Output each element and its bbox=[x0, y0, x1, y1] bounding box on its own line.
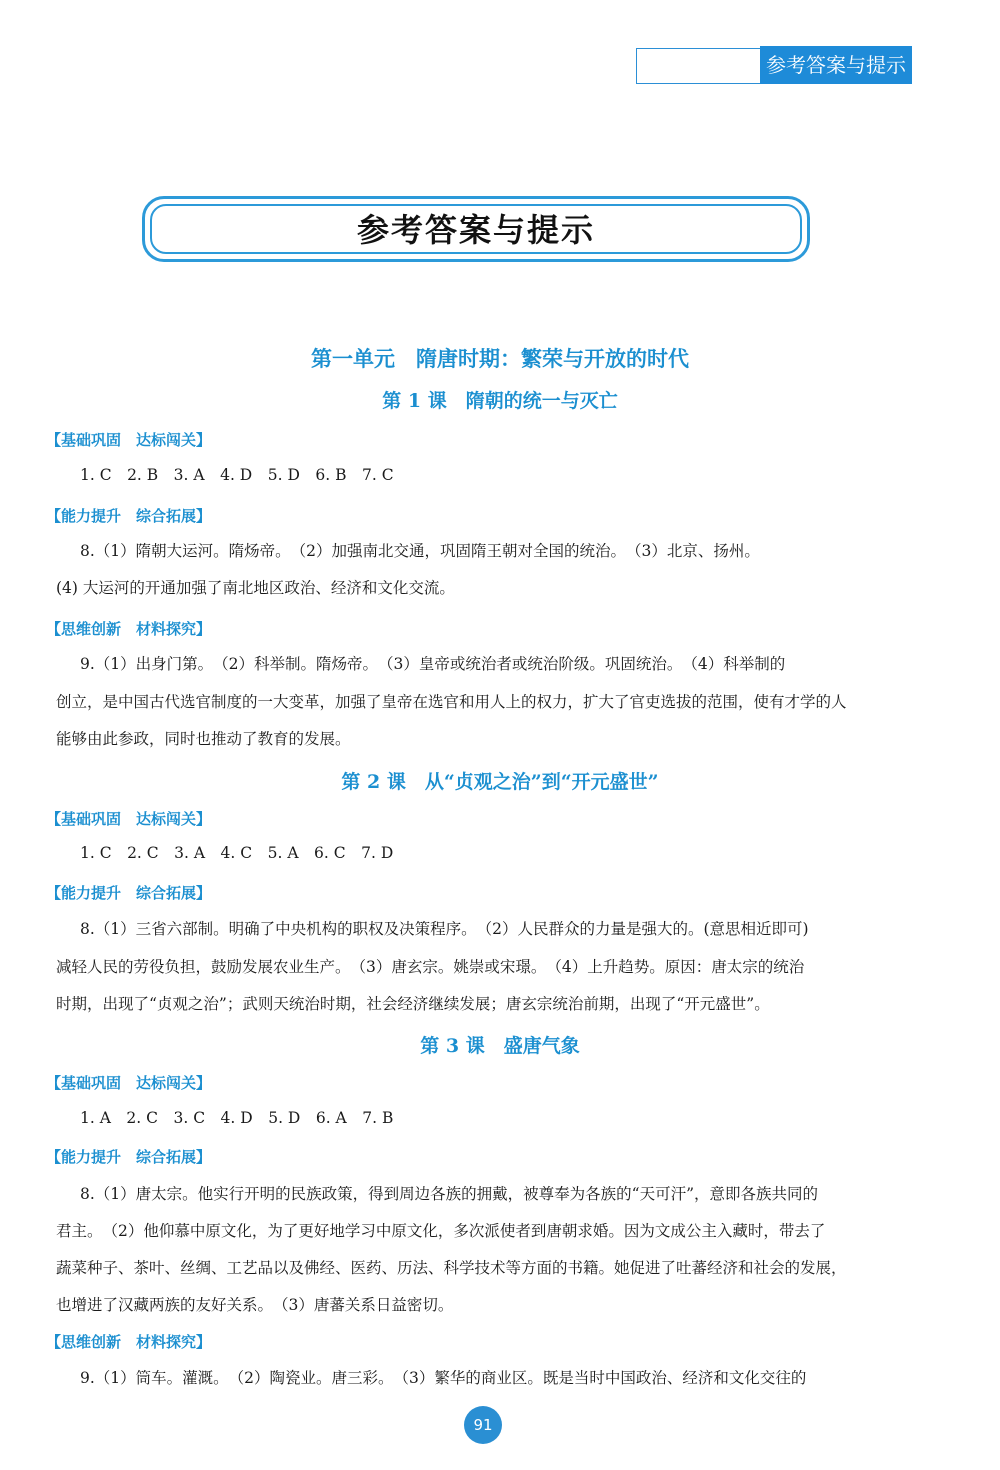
header-tab-fold bbox=[636, 46, 912, 86]
section-label: 【思维创新 材料探究】 bbox=[46, 1333, 212, 1351]
lesson-title: 第 1 课 隋朝的统一与灭亡 bbox=[382, 390, 618, 412]
page-number: 91 bbox=[464, 1406, 502, 1444]
answer-line: 8.（1）隋朝大运河。隋炀帝。 （2）加强南北交通，巩固隋王朝对全国的统治。 （3）北京、扬州。 bbox=[80, 542, 760, 560]
answer-line: 君主。 （2）他仰慕中原文化，为了更好地学习中原文化，多次派使者到唐朝求婚。因为文成公主入藏时，带去了 bbox=[56, 1222, 826, 1240]
answer-line: 1. C 2. B 3. A 4. D 5. D 6. B 7. C bbox=[80, 466, 394, 484]
answer-line: 1. A 2. C 3. C 4. D 5. D 6. A 7. B bbox=[80, 1109, 394, 1127]
section-label: 【基础巩固 达标闯关】 bbox=[46, 810, 212, 828]
answer-line: 减轻人民的劳役负担，鼓励发展农业生产。 （3）唐玄宗。姚崇或宋璟。 （4）上升趋势。原因：唐太宗的统治 bbox=[56, 958, 805, 976]
section-label: 【能力提升 综合拓展】 bbox=[46, 1148, 212, 1166]
header-tab-label: 参考答案与提示 bbox=[760, 46, 912, 84]
section-label: 【思维创新 材料探究】 bbox=[46, 620, 212, 638]
answer-line: 时期，出现了“贞观之治”；武则天统治时期，社会经济继续发展；唐玄宗统治前期，出现了“开元盛世”。 bbox=[56, 995, 770, 1013]
section-label: 【基础巩固 达标闯关】 bbox=[46, 431, 212, 449]
answer-line: 9.（1）出身门第。 （2）科举制。隋炀帝。 （3）皇帝或统治者或统治阶级。巩固统治。 （4）科举制的 bbox=[80, 655, 786, 673]
section-label: 【能力提升 综合拓展】 bbox=[46, 884, 212, 902]
answer-line: 能够由此参政，同时也推动了教育的发展。 bbox=[56, 730, 351, 748]
answer-line: 1. C 2. C 3. A 4. C 5. A 6. C 7. D bbox=[80, 844, 394, 862]
unit-title: 第一单元 隋唐时期：繁荣与开放的时代 bbox=[311, 347, 689, 371]
answer-line: 蔬菜种子、茶叶、丝绸、工艺品以及佛经、医药、历法、科学技术等方面的书籍。她促进了吐蕃经济和社会的发展， bbox=[56, 1259, 847, 1277]
main-title: 参考答案与提示 bbox=[356, 211, 595, 249]
answer-line: 9.（1）筒车。灌溉。 （2）陶瓷业。唐三彩。 （3）繁华的商业区。既是当时中国政治、经济和文化交往的 bbox=[80, 1369, 807, 1387]
answer-line: (4) 大运河的开通加强了南北地区政治、经济和文化交流。 bbox=[56, 579, 455, 597]
section-label: 【能力提升 综合拓展】 bbox=[46, 507, 212, 525]
answer-line: 也增进了汉藏两族的友好关系。 （3）唐蕃关系日益密切。 bbox=[56, 1296, 454, 1314]
lesson-title: 第 3 课 盛唐气象 bbox=[420, 1035, 580, 1057]
answer-line: 8.（1）三省六部制。明确了中央机构的职权及决策程序。 （2）人民群众的力量是强大的。(意思相近即可) bbox=[80, 920, 809, 938]
lesson-title: 第 2 课 从“贞观之治”到“开元盛世” bbox=[341, 771, 659, 793]
main-title-box bbox=[142, 196, 810, 262]
answer-line: 8.（1）唐太宗。他实行开明的民族政策，得到周边各族的拥戴，被尊奉为各族的“天可汗”，意即各族共同的 bbox=[80, 1185, 819, 1203]
answer-line: 创立，是中国古代选官制度的一大变革，加强了皇帝在选官和用人上的权力，扩大了官吏选拔的范围，使有才学的人 bbox=[56, 693, 847, 711]
section-label: 【基础巩固 达标闯关】 bbox=[46, 1074, 212, 1092]
